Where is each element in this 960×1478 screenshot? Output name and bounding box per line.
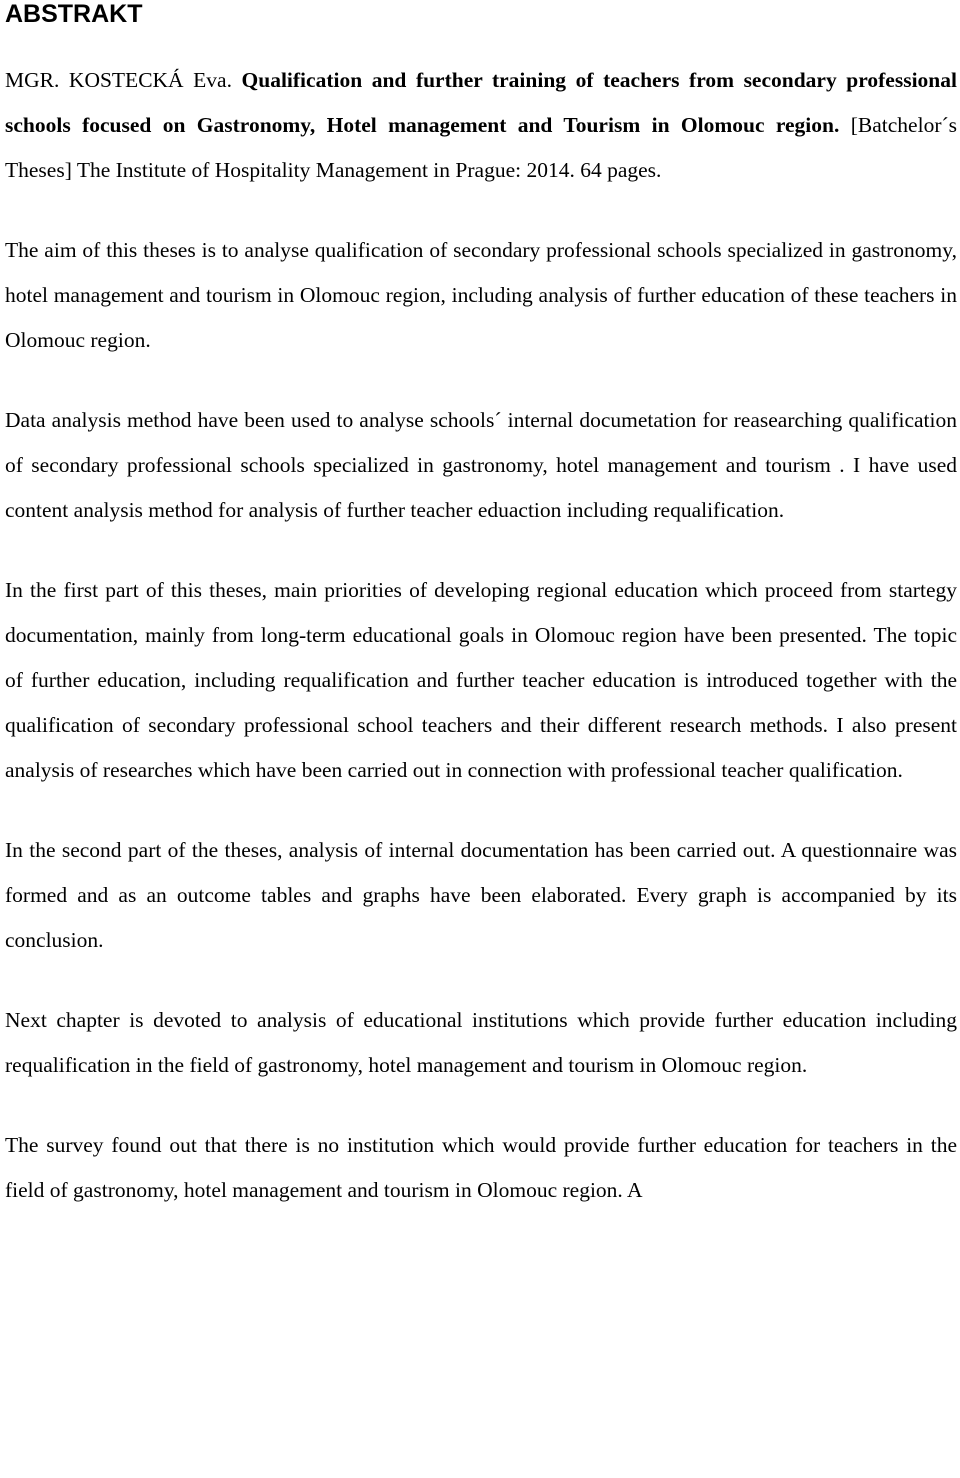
citation-author: MGR. KOSTECKÁ Eva. bbox=[5, 68, 232, 92]
citation-title: Qualification and further training of teachers from secondary professional schools focused on Gastronomy, Hotel management and Tourism in Olomouc region. bbox=[5, 68, 957, 137]
paragraph-second-part: In the second part of the theses, analysis of internal documentation has been carried out. A questionnaire was formed and as an outcome tables and graphs have been elaborated. Every graph is accompanied by its conclusion. bbox=[5, 838, 957, 952]
citation bbox=[5, 58, 957, 193]
document-page bbox=[5, 0, 957, 1213]
page-heading: ABSTRAKT bbox=[5, 0, 143, 28]
citation-details: [Batchelor´s Theses] The Institute of Hospitality Management in Prague: 2014. 64 pages. bbox=[5, 113, 958, 182]
paragraph-next-chapter: Next chapter is devoted to analysis of educational institutions which provide further education including requalification in the field of gastronomy, hotel management and tourism in Olomouc region. bbox=[5, 1008, 957, 1077]
paragraph-aim: The aim of this theses is to analyse qualification of secondary professional schools specialized in gastronomy, hotel management and tourism in Olomouc region, including analysis of further education of these teachers in Olomouc region. bbox=[5, 238, 957, 352]
paragraph-method: Data analysis method have been used to analyse schools´ internal documetation for reasearching qualification of secondary professional schools specialized in gastronomy, hotel management and tourism . I have used content analysis method for analysis of further teacher eduaction including requalification. bbox=[5, 408, 957, 522]
paragraph-survey: The survey found out that there is no institution which would provide further education for teachers in the field of gastronomy, hotel management and tourism in Olomouc region. A bbox=[5, 1133, 957, 1202]
paragraph-first-part: In the first part of this theses, main priorities of developing regional education which proceed from startegy documentation, mainly from long-term educational goals in Olomouc region have been presented. The topic of further education, including requalification and further teacher education is introduced together with the qualification of secondary professional school teachers and their different research methods. I also present analysis of researches which have been carried out in connection with professional teacher qualification. bbox=[5, 578, 957, 782]
